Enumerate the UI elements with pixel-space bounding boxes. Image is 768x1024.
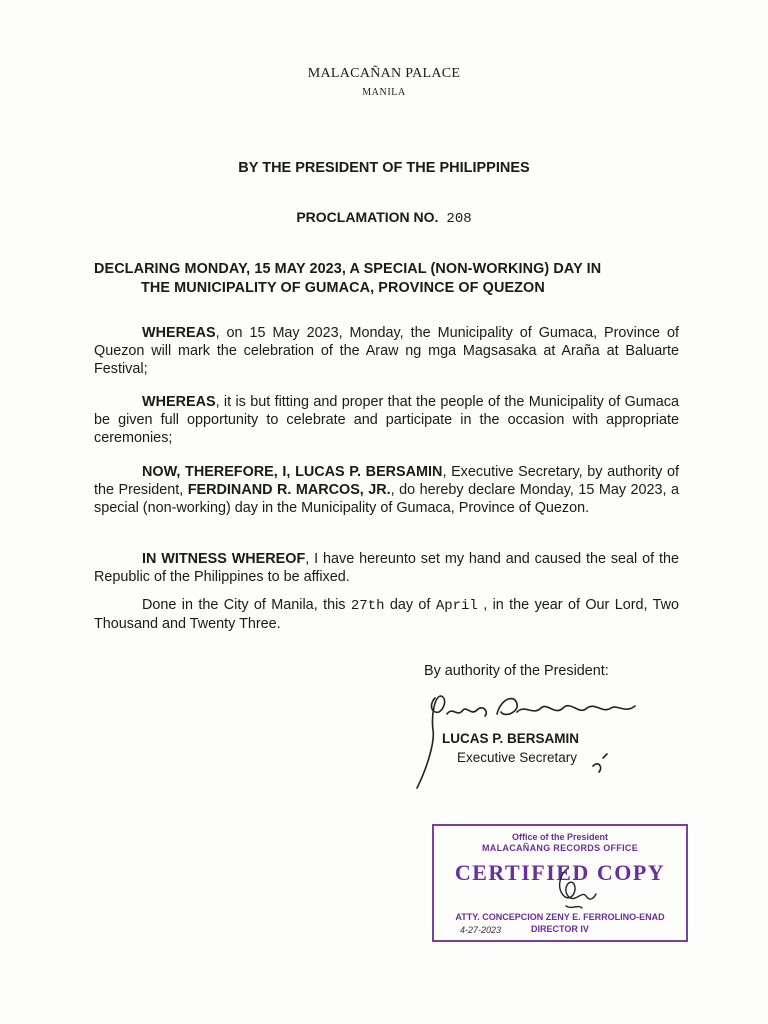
signatory-title: Executive Secretary: [457, 750, 578, 765]
done-paragraph: [94, 596, 679, 633]
declaration-text-mid: , Executive Secretary, by authority of the President,: [94, 464, 679, 498]
done-text-b: day of: [384, 597, 436, 613]
stamp-office: Office of the President: [511, 832, 609, 842]
certified-copy-stamp: [432, 824, 688, 942]
done-day: 27th: [350, 598, 385, 614]
city-subheading: MANILA: [362, 87, 406, 98]
done-text-a: Done in the City of Manila, this: [142, 597, 351, 613]
title-line-1: DECLARING MONDAY, 15 MAY 2023, A SPECIAL (NON-WORKING) DAY IN: [94, 261, 602, 277]
stamp-initial-signature: [548, 866, 598, 912]
stamp-director-title: DIRECTOR IV: [531, 924, 589, 934]
proclamation-heading: [0, 209, 768, 227]
proclamation-title: [94, 260, 678, 298]
stamp-certified-copy: CERTIFIED COPY: [454, 860, 666, 885]
proclamation-number: 208: [446, 211, 472, 227]
witness-text: , I have hereunto set my hand and caused the seal of the Republic of the Philippines to be affixed.: [94, 551, 679, 585]
whereas-lead-1: WHEREAS: [142, 325, 216, 341]
whereas-lead-2: WHEREAS: [142, 394, 216, 410]
proclamation-label: PROCLAMATION NO.: [296, 209, 439, 225]
issuer-line: BY THE PRESIDENT OF THE PHILIPPINES: [238, 160, 530, 176]
done-text-c: , in the year of Our Lord, Two Thousand and Twenty Three.: [94, 597, 680, 632]
witness-lead: IN WITNESS WHEREOF: [142, 551, 306, 567]
palace-heading: MALACAÑAN PALACE: [307, 66, 461, 81]
whereas-paragraph-1: [94, 324, 679, 378]
whereas-text-1: , on 15 May 2023, Monday, the Municipality of Gumaca, Province of Quezon will mark the celebration of the Araw ng mga Magsasaka at Araña at Baluarte Festival;: [94, 325, 679, 377]
stamp-records-office: MALACAÑANG RECORDS OFFICE: [482, 843, 638, 853]
stamp-director-name: ATTY. CONCEPCION ZENY E. FERROLINO-ENAD: [455, 912, 665, 922]
witness-paragraph: [94, 550, 679, 586]
title-line-2: THE MUNICIPALITY OF GUMACA, PROVINCE OF QUEZON: [141, 280, 545, 296]
declaration-lead: NOW, THEREFORE, I, LUCAS P. BERSAMIN: [142, 464, 443, 480]
declaration-paragraph: [94, 463, 679, 517]
signatory-name: LUCAS P. BERSAMIN: [442, 731, 580, 746]
declaration-text-end: , do hereby declare Monday, 15 May 2023, a special (non-working) day in the Municipality of Gumaca, Province of Quezon.: [94, 482, 679, 516]
president-name: FERDINAND R. MARCOS, JR.: [187, 482, 391, 498]
authority-line: By authority of the President:: [424, 663, 609, 679]
whereas-paragraph-2: [94, 393, 679, 447]
whereas-text-2: , it is but fitting and proper that the people of the Municipality of Gumaca be given full opportunity to celebrate and participate in the occasion with appropriate ceremonies;: [94, 394, 679, 446]
done-month: April: [435, 598, 478, 614]
stamp-date: 4-27-2023: [460, 925, 502, 935]
